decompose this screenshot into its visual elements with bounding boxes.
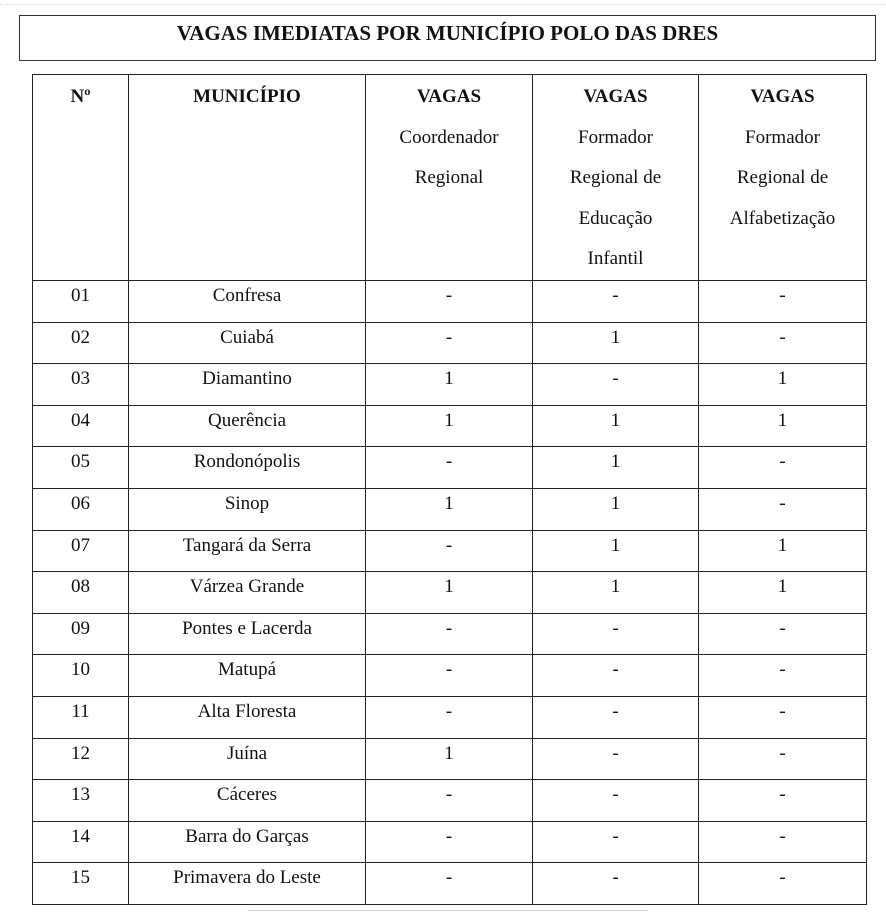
cell-formador-educacao-infantil: - [533,364,699,406]
header-municipio [129,75,366,281]
table-row [33,530,867,572]
header-subtitle-line: Educação [578,207,653,229]
table-row [33,572,867,614]
cell-coordenador-regional: - [366,655,533,697]
cell-municipio: Tangará da Serra [129,530,366,572]
cell-numero: 15 [33,863,129,905]
cell-coordenador-regional: - [366,696,533,738]
cell-numero: 08 [33,572,129,614]
table-row [33,405,867,447]
cell-formador-educacao-infantil: 1 [533,405,699,447]
cell-formador-alfabetizacao: - [699,281,867,323]
cell-coordenador-regional: - [366,322,533,364]
bottom-rule [248,910,648,911]
cell-formador-alfabetizacao: - [699,447,867,489]
header-subtitle-line: Formador [578,126,653,148]
header-subtitle-line: Regional [414,167,484,188]
cell-coordenador-regional: - [366,780,533,822]
cell-numero: 12 [33,738,129,780]
cell-formador-alfabetizacao: - [699,488,867,530]
table-row [33,488,867,530]
cell-formador-educacao-infantil: 1 [533,447,699,489]
cell-municipio: Cáceres [129,780,366,822]
cell-formador-educacao-infantil: - [533,821,699,863]
table-row [33,613,867,655]
header-formador-alfabetizacao [699,75,867,281]
cell-formador-alfabetizacao: 1 [699,530,867,572]
cell-municipio: Confresa [129,281,366,323]
cell-municipio: Juína [129,738,366,780]
cell-municipio: Primavera do Leste [129,863,366,905]
header-subtitle-line: Regional de [736,167,829,188]
cell-numero: 05 [33,447,129,489]
cell-formador-educacao-infantil: - [533,780,699,822]
cell-formador-educacao-infantil: - [533,863,699,905]
cell-coordenador-regional: - [366,821,533,863]
cell-coordenador-regional: - [366,447,533,489]
cell-numero: 02 [33,322,129,364]
header-subtitle-line: Coordenador [399,126,499,148]
header-numero [33,75,129,281]
cell-formador-educacao-infantil: - [533,281,699,323]
table-row [33,447,867,489]
cell-coordenador-regional: - [366,863,533,905]
header-subtitle-line: Infantil [587,248,644,269]
cell-formador-educacao-infantil: 1 [533,322,699,364]
header-title: MUNICÍPIO [193,86,301,107]
table-row [33,322,867,364]
cell-municipio: Pontes e Lacerda [129,613,366,655]
top-dotted-rule [0,4,886,5]
cell-formador-alfabetizacao: 1 [699,405,867,447]
header-title: VAGAS [750,86,815,107]
cell-numero: 09 [33,613,129,655]
header-subtitle-line: Alfabetização [729,207,836,229]
cell-coordenador-regional: - [366,530,533,572]
cell-municipio: Matupá [129,655,366,697]
cell-municipio: Diamantino [129,364,366,406]
cell-formador-alfabetizacao: 1 [699,364,867,406]
cell-numero: 03 [33,364,129,406]
cell-formador-alfabetizacao: - [699,613,867,655]
vagas-table [32,74,867,905]
cell-coordenador-regional: 1 [366,572,533,614]
cell-numero: 10 [33,655,129,697]
table-row [33,738,867,780]
cell-formador-educacao-infantil: - [533,696,699,738]
cell-formador-alfabetizacao: - [699,322,867,364]
cell-municipio: Sinop [129,488,366,530]
header-coordenador-regional [366,75,533,281]
cell-coordenador-regional: 1 [366,405,533,447]
cell-numero: 14 [33,821,129,863]
cell-municipio: Barra do Garças [129,821,366,863]
header-title: VAGAS [416,86,482,107]
table-body [33,281,867,905]
header-title: Nº [70,86,91,107]
table-row [33,696,867,738]
cell-coordenador-regional: 1 [366,738,533,780]
table-row [33,281,867,323]
table-row [33,863,867,905]
cell-numero: 06 [33,488,129,530]
cell-formador-educacao-infantil: 1 [533,488,699,530]
cell-numero: 01 [33,281,129,323]
title-box [19,15,876,61]
cell-formador-alfabetizacao: 1 [699,572,867,614]
cell-formador-alfabetizacao: - [699,696,867,738]
cell-formador-alfabetizacao: - [699,821,867,863]
cell-formador-alfabetizacao: - [699,655,867,697]
cell-coordenador-regional: - [366,281,533,323]
cell-formador-educacao-infantil: - [533,738,699,780]
cell-formador-educacao-infantil: - [533,613,699,655]
header-title: VAGAS [583,86,648,107]
cell-municipio: Várzea Grande [129,572,366,614]
document-title: VAGAS IMEDIATAS POR MUNICÍPIO POLO DAS DRES [176,20,719,45]
cell-numero: 11 [33,696,129,738]
table-row [33,655,867,697]
header-row [33,75,867,281]
cell-municipio: Rondonópolis [129,447,366,489]
cell-numero: 07 [33,530,129,572]
cell-numero: 04 [33,405,129,447]
cell-coordenador-regional: 1 [366,364,533,406]
table-row [33,780,867,822]
cell-formador-alfabetizacao: - [699,738,867,780]
table-row [33,364,867,406]
cell-numero: 13 [33,780,129,822]
table-row [33,821,867,863]
cell-coordenador-regional: - [366,613,533,655]
header-formador-educacao-infantil [533,75,699,281]
cell-municipio: Alta Floresta [129,696,366,738]
header-subtitle-line: Regional de [569,167,662,188]
cell-formador-educacao-infantil: 1 [533,530,699,572]
cell-coordenador-regional: 1 [366,488,533,530]
cell-formador-alfabetizacao: - [699,780,867,822]
cell-formador-educacao-infantil: - [533,655,699,697]
cell-formador-educacao-infantil: 1 [533,572,699,614]
cell-municipio: Querência [129,405,366,447]
cell-formador-alfabetizacao: - [699,863,867,905]
header-subtitle-line: Formador [745,126,820,148]
cell-municipio: Cuiabá [129,322,366,364]
